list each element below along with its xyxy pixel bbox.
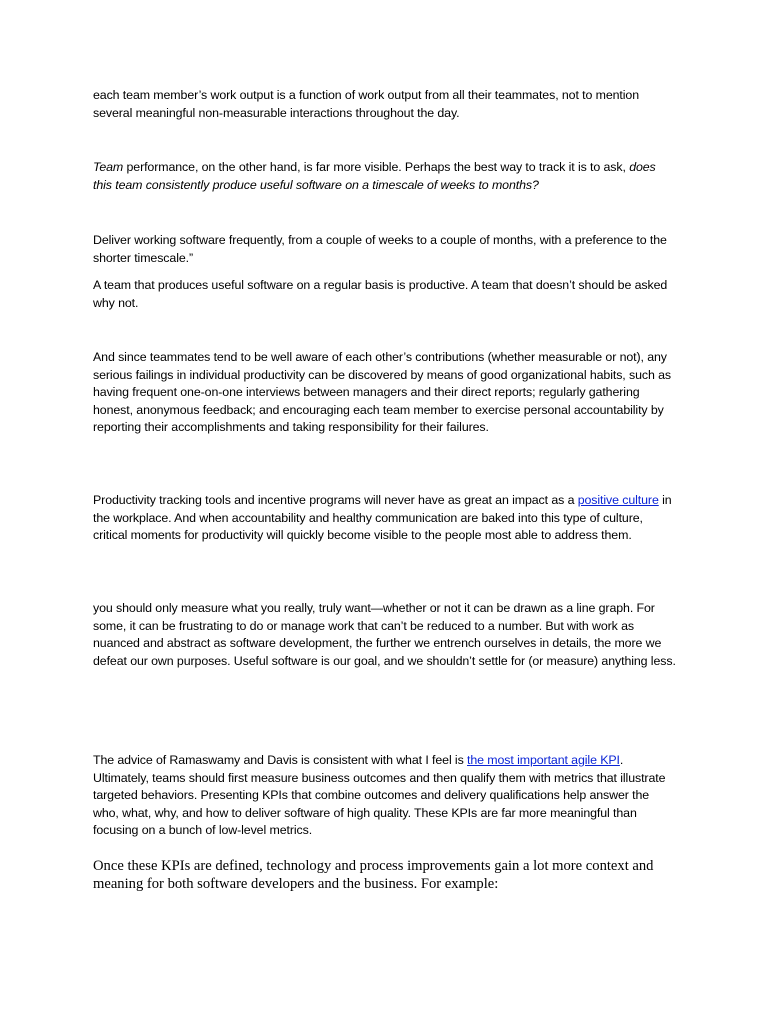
paragraph-6-text-after: in the workplace. And when accountability and healthy communication are baked into this type of culture, critical moments for productivity will quickly become visible to the people most able to address them. <box>93 493 672 543</box>
paragraph-2 <box>93 159 677 194</box>
paragraph-4: A team that produces useful software on a regular basis is productive. A team that doesn’t should be asked why not. <box>93 278 668 310</box>
paragraph-8-text-before: The advice of Ramaswamy and Davis is consistent with what I feel is <box>93 753 468 767</box>
paragraph-8 <box>93 752 677 840</box>
paragraph-2-text: performance, on the other hand, is far more visible. Perhaps the best way to track it is to ask, <box>123 160 630 174</box>
paragraph-8-text-after: . Ultimately, teams should first measure business outcomes and then qualify them with metrics that illustrate targeted behaviors. Presenting KPIs that combine outcomes and delivery qualifications help answer the who, what, why, and how to deliver software of high quality. These KPIs are far more meaningful than focusing on a bunch of low-level metrics. <box>93 753 666 838</box>
paragraph-5: And since teammates tend to be well aware of each other’s contributions (whether measurable or not), any serious failings in individual productivity can be discovered by means of good organizational habits, such as having frequent one-on-one interviews between managers and their direct reports; regularly gathering honest, anonymous feedback; and encouraging each team member to exercise personal accountability by reporting their accomplishments and taking responsibility for their failures. <box>93 350 671 435</box>
paragraph-7: you should only measure what you really, truly want—whether or not it can be drawn as a line graph. For some, it can be frustrating to do or manage work that can’t be reduced to a number. But with work as nuanced and abstract as software development, the further we entrench ourselves in details, the more we defeat our own purposes. Useful software is our goal, and we shouldn’t settle for (or measure) anything less. <box>93 601 676 668</box>
agile-kpi-link[interactable]: the most important agile KPI <box>467 753 620 767</box>
paragraph-9: Once these KPIs are defined, technology and process improvements gain a lot more context and meaning for both software developers and the business. For example: <box>93 858 654 892</box>
paragraph-6 <box>93 492 677 545</box>
paragraph-1: each team member’s work output is a function of work output from all their teammates, not to mention several meaningful non-measurable interactions throughout the day. <box>93 88 640 120</box>
italic-question: does this team consistently produce useful software on a timescale of weeks to months? <box>93 160 656 192</box>
italic-team-word: Team <box>93 160 124 174</box>
positive-culture-link[interactable]: positive culture <box>577 493 659 507</box>
paragraph-6-text-before: Productivity tracking tools and incentive programs will never have as great an impact as a <box>93 493 578 507</box>
paragraph-3: Deliver working software frequently, from a couple of weeks to a couple of months, with a preference to the shorter timescale.” <box>93 233 667 265</box>
